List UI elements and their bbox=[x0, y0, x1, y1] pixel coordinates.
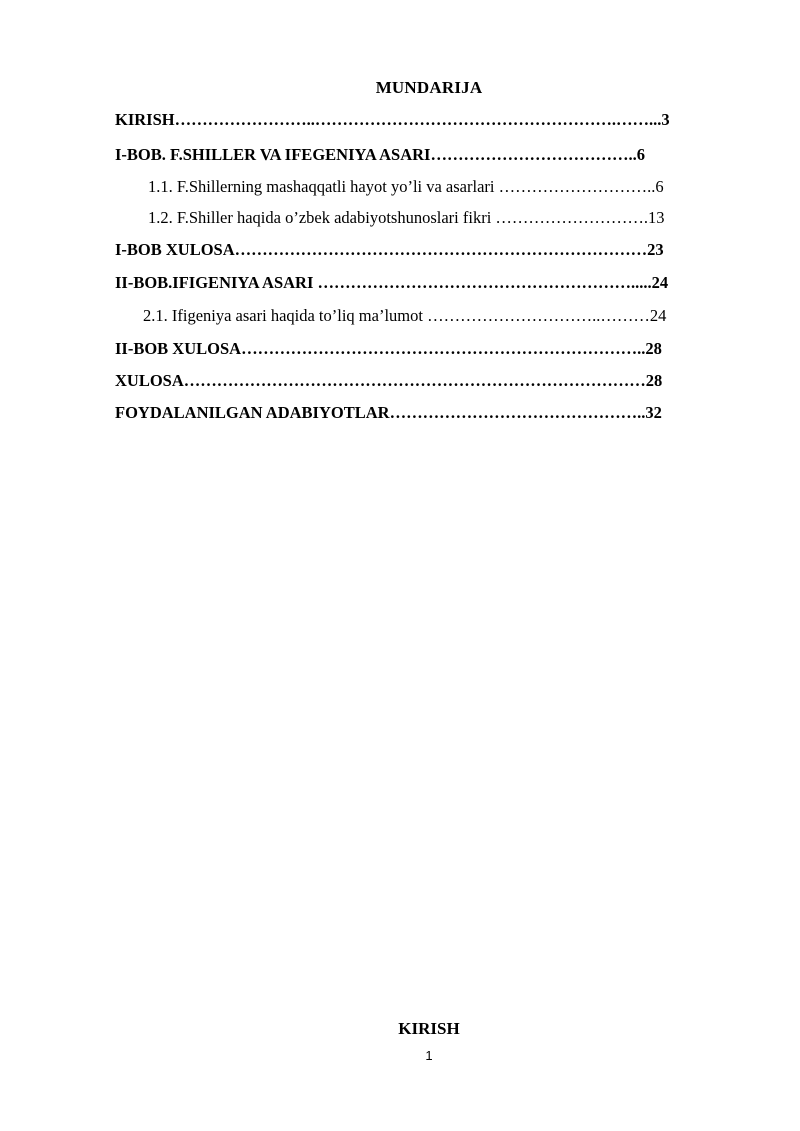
toc-entry-section-1-2: 1.2. F.Shiller haqida o’zbek adabiyotshunoslari fikri ……………………….13 bbox=[148, 208, 665, 227]
toc-entry-section-1-1: 1.1. F.Shillerning mashaqqatli hayot yo’li va asarlari ………………………..6 bbox=[148, 177, 664, 196]
toc-entry-chapter-2-conclusion: II-BOB XULOSA………………………………………………………………..28 bbox=[115, 339, 662, 358]
toc-entry-kirish: KIRISH……………………..……………………………………………….……...3 bbox=[115, 110, 670, 129]
page-number: 1 bbox=[425, 1048, 433, 1063]
toc-entry-chapter-2: II-BOB.IFIGENIYA ASARI ………………………………………………….....24 bbox=[115, 273, 669, 292]
next-section-heading: KIRISH bbox=[398, 1019, 460, 1038]
toc-entry-chapter-1-conclusion: I-BOB XULOSA…………………………………………………………………23 bbox=[115, 240, 664, 259]
toc-entry-bibliography: FOYDALANILGAN ADABIYOTLAR………………………………………..32 bbox=[115, 403, 662, 422]
toc-entry-section-2-1: 2.1. Ifigeniya asari haqida to’liq ma’lumot …………………………..………24 bbox=[143, 306, 667, 325]
page-title: MUNDARIJA bbox=[375, 78, 483, 97]
toc-entry-chapter-1: I-BOB. F.SHILLER VA IFEGENIYA ASARI………………………………..6 bbox=[115, 145, 645, 164]
toc-entry-conclusion: XULOSA…………………………………………………………………………28 bbox=[115, 371, 663, 390]
